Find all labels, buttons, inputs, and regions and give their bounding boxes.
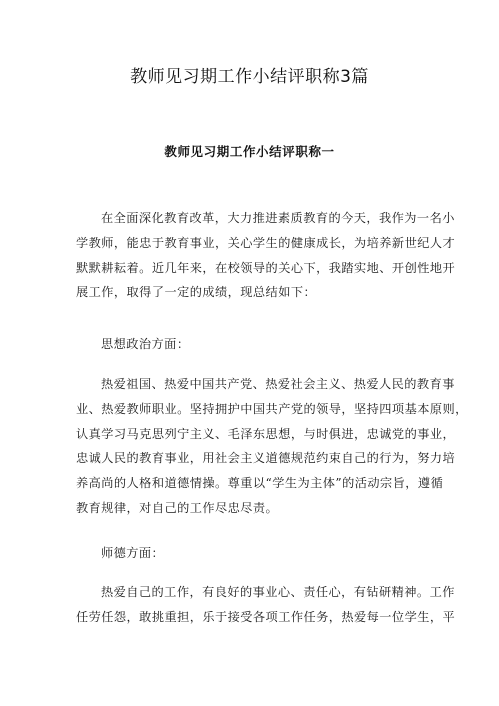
paragraph-line: 学教师，能忠于教育事业，关心学生的健康成长，为培养新世纪人才	[76, 235, 456, 250]
heading-ethics: 师德方面：	[101, 546, 165, 560]
paragraph-line: 业、热爱教师职业。坚持拥护中国共产党的领导，坚持四项基本原则，	[76, 401, 468, 416]
paragraph-line: 展工作，取得了一定的成绩，现总结如下：	[76, 285, 317, 300]
paragraph-line: 热爱自己的工作，有良好的事业心、责任心，有钻研精神。工作	[101, 585, 455, 599]
document-title: 教师见习期工作小结评职称3篇	[130, 67, 369, 87]
paragraph-line: 任劳任怨，敢挑重担，乐于接受各项工作任务，热爱每一位学生，平	[76, 609, 456, 624]
paragraph-line: 在全面深化教育改革，大力推进素质教育的今天，我作为一名小	[101, 211, 455, 225]
paragraph-line: 热爱祖国、热爱中国共产党、热爱社会主义、热爱人民的教育事	[101, 377, 455, 391]
section-title: 教师见习期工作小结评职称一	[164, 144, 335, 159]
paragraph-line: 默默耕耘着。近几年来，在校领导的关心下，我踏实地、开创性地开	[76, 260, 456, 275]
paragraph-intro	[76, 206, 456, 305]
paragraph-ethics	[76, 580, 456, 630]
heading-political: 思想政治方面：	[101, 337, 190, 351]
paragraph-line: 养高尚的人格和道德情操。尊重以“学生为主体”的活动宗旨，遵循	[76, 476, 444, 491]
paragraph-line: 认真学习马克思列宁主义、毛泽东思想，与时俱进，忠诚党的事业，	[76, 426, 456, 441]
paragraph-line: 教育规律，对自己的工作尽忠尽责。	[76, 500, 279, 515]
paragraph-political	[76, 372, 468, 521]
paragraph-line: 忠诚人民的教育事业，用社会主义道德规范约束自己的行为，努力培	[76, 451, 456, 466]
